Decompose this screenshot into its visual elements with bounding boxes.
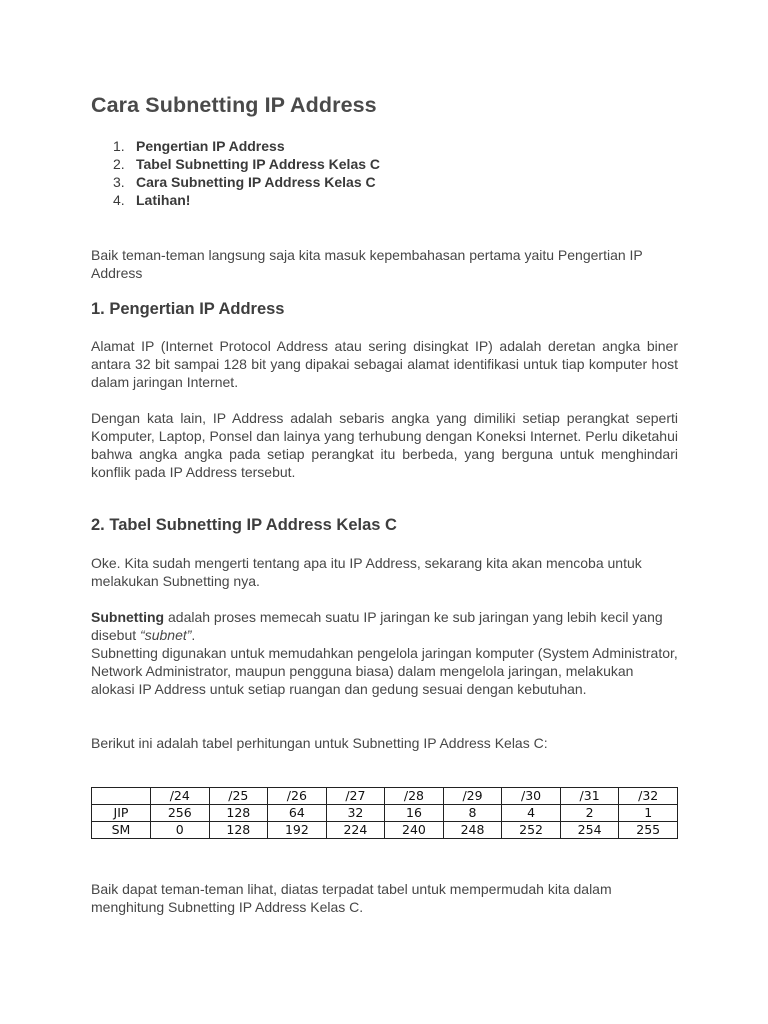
table-header-cell: /31	[560, 788, 619, 805]
table-cell: 240	[385, 822, 444, 839]
table-cell: 254	[560, 822, 619, 839]
table-header-cell: /29	[443, 788, 502, 805]
table-header-cell: /25	[209, 788, 268, 805]
section-2-paragraph-2: Subnetting adalah proses memecah suatu IP jaringan ke sub jaringan yang lebih kecil yang disebut “subnet”. Subnetting digunakan untuk memudahkan pengelola jaringan komputer (System Administrator, Network Administrator, maupun pengguna biasa) dalam mengelola jaringan, melakukan alokasi IP Address untuk setiap ruangan dan gedung sesuai dengan kebutuhan.	[91, 609, 678, 697]
table-row-label: SM	[92, 822, 151, 839]
table-header-cell: /28	[385, 788, 444, 805]
toc-item-label: Tabel Subnetting IP Address Kelas C	[136, 156, 381, 172]
table-cell: 192	[268, 822, 327, 839]
section-2-heading: 2. Tabel Subnetting IP Address Kelas C	[91, 516, 397, 534]
table-header-cell: /24	[151, 788, 210, 805]
section-2-paragraph-3: Subnetting digunakan untuk memudahkan pengelola jaringan komputer (System Administrator, Network Administrator, maupun pengguna biasa) dalam mengelola jaringan, melakukan alokasi IP Address untuk setiap ruangan dan gedung sesuai dengan kebutuhan.	[91, 645, 678, 697]
table-cell: 252	[502, 822, 561, 839]
section-1-heading: 1. Pengertian IP Address	[91, 300, 285, 318]
toc-item-label: Cara Subnetting IP Address Kelas C	[136, 174, 376, 190]
table-header-cell: /32	[619, 788, 678, 805]
section-2-paragraph-1: Oke. Kita sudah mengerti tentang apa itu IP Address, sekarang kita akan mencoba untuk melakukan Subnetting nya.	[91, 555, 642, 589]
table-header-cell: /26	[268, 788, 327, 805]
toc-item[interactable]: 3. Cara Subnetting IP Address Kelas C	[113, 174, 376, 190]
page-title: Cara Subnetting IP Address	[91, 93, 377, 117]
section-1-paragraph-2: Dengan kata lain, IP Address adalah sebaris angka yang dimiliki setiap perangkat seperti Komputer, Laptop, Ponsel dan lainya yang terhubung dengan Koneksi Internet. Perlu diketahui bahwa angka angka pada setiap perangkat itu berbeda, yang berguna untuk menghindari konflik pada IP Address tersebut.	[91, 410, 678, 480]
section-1-paragraph-1: Alamat IP (Internet Protocol Address atau sering disingkat IP) adalah deretan angka biner antara 32 bit sampai 128 bit yang dipakai sebagai alamat identifikasi untuk tiap komputer host dalam jaringan Internet.	[91, 338, 678, 390]
table-row	[92, 805, 678, 822]
table-header-row	[92, 788, 678, 805]
table-cell: 64	[268, 805, 327, 822]
table-cell: 4	[502, 805, 561, 822]
table-row-label: JIP	[92, 805, 151, 822]
table-cell: 248	[443, 822, 502, 839]
intro-paragraph: Baik teman-teman langsung saja kita masuk kepembahasan pertama yaitu Pengertian IP Address	[91, 247, 643, 281]
toc-item[interactable]: 4. Latihan!	[113, 192, 191, 208]
table-cell: 0	[151, 822, 210, 839]
table-header-cell: /27	[326, 788, 385, 805]
toc-item-label: Latihan!	[136, 192, 191, 208]
table-cell: 16	[385, 805, 444, 822]
table-cell: 255	[619, 822, 678, 839]
closing-paragraph: Baik dapat teman-teman lihat, diatas terpadat tabel untuk mempermudah kita dalam menghitung Subnetting IP Address Kelas C.	[91, 881, 612, 915]
toc-item[interactable]: 2. Tabel Subnetting IP Address Kelas C	[113, 156, 381, 172]
subnet-term: “subnet”	[140, 627, 192, 643]
section-2-paragraph-4: Berikut ini adalah tabel perhitungan untuk Subnetting IP Address Kelas C:	[91, 735, 548, 751]
table-cell: 2	[560, 805, 619, 822]
table-corner-cell	[92, 788, 151, 805]
table-cell: 32	[326, 805, 385, 822]
table-cell: 224	[326, 822, 385, 839]
table-of-contents	[113, 137, 380, 209]
table-cell: 128	[209, 822, 268, 839]
table-header-cell: /30	[502, 788, 561, 805]
table-cell: 8	[443, 805, 502, 822]
table-cell: 1	[619, 805, 678, 822]
table-row	[92, 822, 678, 839]
table-cell: 128	[209, 805, 268, 822]
toc-item[interactable]: 1. Pengertian IP Address	[113, 138, 285, 154]
table-cell: 256	[151, 805, 210, 822]
subnet-table	[91, 787, 678, 839]
subnetting-term: Subnetting	[91, 609, 165, 625]
toc-item-label: Pengertian IP Address	[136, 138, 285, 154]
